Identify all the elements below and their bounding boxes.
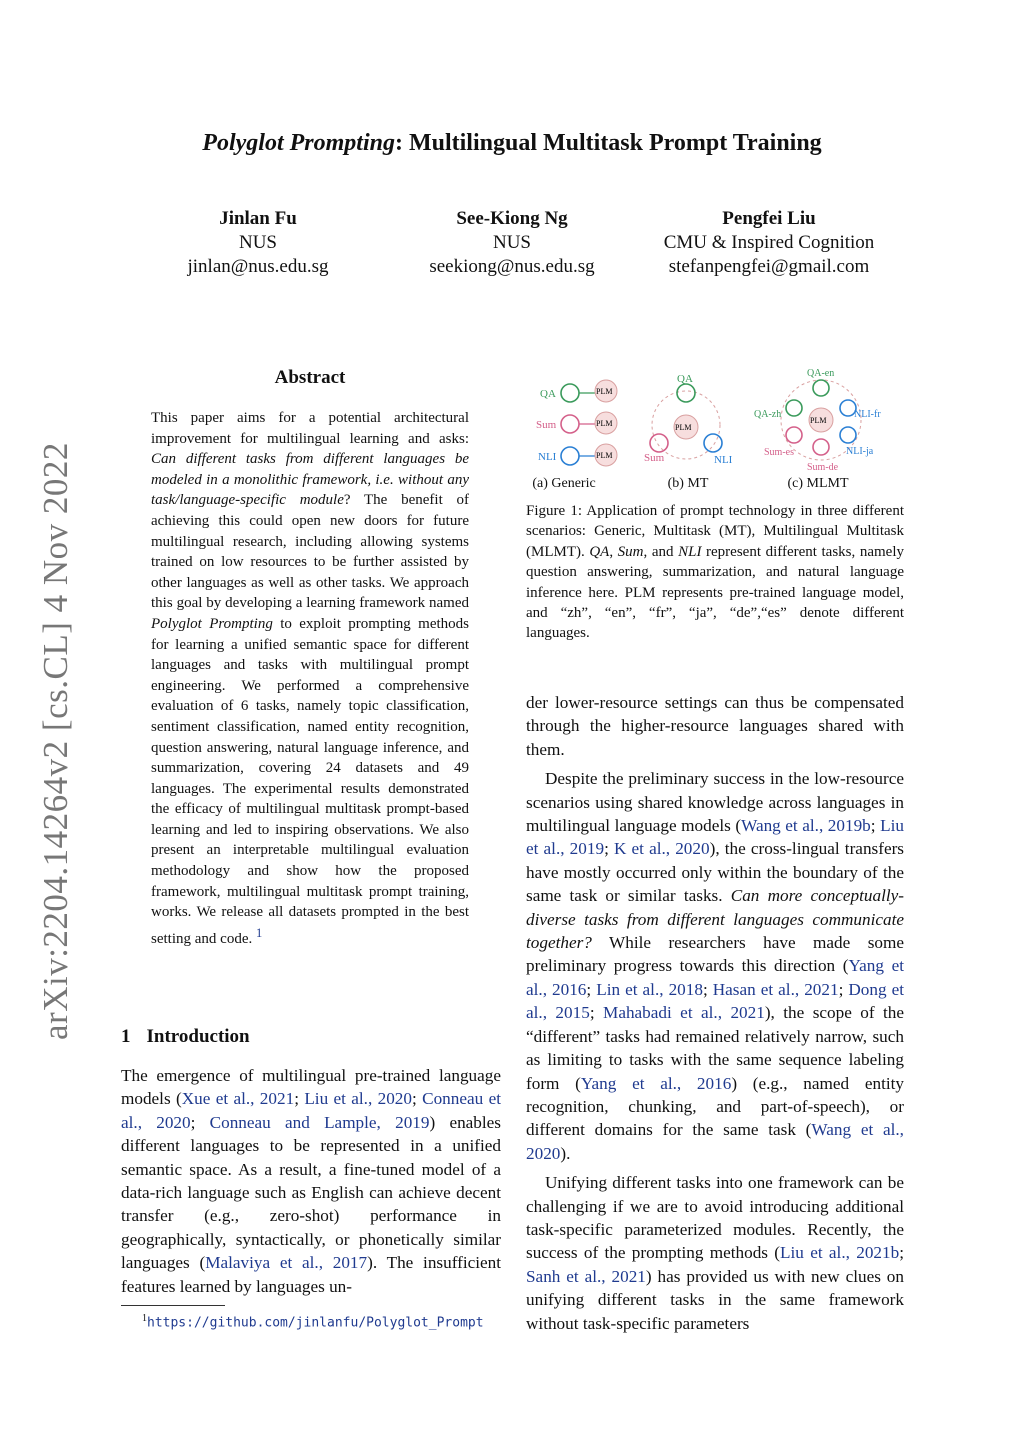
plm-label: PLM (675, 423, 692, 432)
footnote-divider (121, 1305, 225, 1306)
intro-paragraph-3: Unifying different tasks into one framework can be challenging if we are to avoid introducing additional task-specific parameterized modules. Recently, the success of the prompting methods (Liu et al., 2021b; Sanh et al., 2021) has provided us with new clues on unifying different tasks in the same framework without task-specific parameters (526, 1173, 904, 1333)
intro-paragraph-2: Despite the preliminary success in the low-resource scenarios using shared knowledge across languages in multilingual language models (Wang et al., 2019b; Liu et al., 2019; K et al., 2020), the cross-lingual transfers have mostly occurred only within the boundary of the same task or similar tasks. Can more conceptually-diverse tasks from different languages communicate together? While researchers have made some preliminary progress towards this direction (Yang et al., 2016; Lin et al., 2018; Hasan et al., 2021; Dong et al., 2015; Mahabadi et al., 2021), the scope of the “different” tasks had remained relatively narrow, such as limiting to tasks with the same sequence labeling form (Yang et al., 2016) (e.g., named entity recognition, chunking, and part-of-speech), or different domains for the same task (Wang et al., 2020). (526, 769, 905, 1163)
section-heading: 1 Introduction (121, 1026, 250, 1047)
nli-ja-node (840, 427, 856, 443)
plm-label: PLM (810, 416, 827, 425)
citation-link[interactable]: Conneau and Lample, 2019 (209, 1112, 430, 1132)
author-1: Jinlan Fu NUS jinlan@nus.edu.sg (187, 208, 329, 277)
label-qa-en: QA-en (807, 368, 835, 379)
sum-es-node (786, 427, 802, 443)
sum-node (650, 434, 668, 452)
abstract-heading: Abstract (274, 367, 346, 388)
citation-link[interactable]: Dong et al., 2015 (526, 979, 905, 1023)
abstract-body: This paper aims for a potential architectural improvement for multilingual learning and asks: Can different tasks from different languages be modeled in a monolithic framework, i.e. without any task/language-specific module? The benefit of achieving this could open new doors for future multilingual research, including allowing systems trained on low resources to be further assisted by other languages as well as other tasks. We approach this goal by developing a learning framework named Polyglot Prompting to exploit prompting methods for learning a unified semantic space for different languages and tasks with multilingual prompt engineering. We performed a comprehensive evaluation of 6 tasks, namely topic classification, sentiment classification, named entity recognition, question answering, natural language inference, and summarization, covering 24 datasets and 49 languages. The experimental results demonstrated the efficacy of multilingual multitask prompt-based learning and led to inspiring observations. We also present an interpretable multilingual evaluation methodology and show how the proposed framework, multilingual multitask prompt training, works. We release all datasets prompted in the best setting and code. $^1$ (151, 410, 470, 947)
citation-link[interactable]: Liu et al., 2020 (304, 1089, 412, 1109)
plm-label: PLM (596, 387, 613, 396)
footnote-marker[interactable]: 1 (255, 925, 263, 940)
plm-label: PLM (596, 419, 613, 428)
intro-paragraph-1: The emergence of multilingual pre-trained language models (Xue et al., 2021; Liu et al., 2020; Conneau et al., 2020; Conneau and Lample, 2019) enables different languages to be represented in a unified semantic space. As a result, a fine-tuned model of a data-rich language such as English can achieve decent transfer (e.g., zero-shot) performance in geographically, syntactically, or phonetically similar languages (Malaviya et al., 2017). The insufficient features learned by languages un- (121, 1066, 502, 1296)
label-sum-es: Sum-es (764, 447, 794, 458)
figure-1-diagram (526, 363, 904, 475)
author-2: See-Kiong Ng NUS seekiong@nus.edu.sg (429, 208, 595, 277)
citation-link[interactable]: Yang et al., 2016 (580, 1073, 732, 1093)
footnote: $^1$https://github.com/jinlanfu/Polyglot_Prompt (142, 1313, 484, 1331)
citation-link[interactable]: Sanh et al., 2021 (526, 1266, 646, 1286)
citation-link[interactable]: Liu et al., 2019 (526, 816, 904, 859)
citation-link[interactable]: Malaviya et al., 2017 (205, 1253, 368, 1273)
nli-node (704, 434, 722, 452)
sum-node (561, 415, 579, 433)
subcaption-a: (a) Generic (532, 476, 596, 491)
qa-en-node (813, 380, 829, 396)
label-nli: NLI (714, 454, 733, 466)
label-nli: NLI (538, 451, 557, 463)
citation-link[interactable]: Liu et al., 2021b (780, 1243, 900, 1263)
right-column (526, 691, 904, 1341)
author-3: Pengfei Liu CMU & Inspired Cognition stefanpengfei@gmail.com (663, 208, 875, 277)
qa-node (677, 384, 695, 402)
subcaption-c: (c) MLMT (787, 476, 849, 491)
plm-label: PLM (596, 451, 613, 460)
citation-link[interactable]: Lin et al., 2018 (596, 979, 703, 999)
label-qa: QA (677, 373, 693, 385)
citation-link[interactable]: Wang et al., 2020 (526, 1120, 904, 1163)
intro-paragraph-1-continued: der lower-resource settings can thus be compensated through the higher-resource languages shared with them. (526, 693, 904, 759)
paper-title: Polyglot Prompting: Multilingual Multitask Prompt Training (202, 130, 822, 156)
figure-caption: Figure 1: Application of prompt technology in three different scenarios: Generic, Multitask (MT), Multilingual Multitask (MLMT). QA, Sum, and NLI represent different tasks, namely question answering, summarization, and natural language inference here. PLM represents pre-trained language model, and “zh”, “en”, “fr”, “ja”, “de”,“es” denote different languages. (526, 503, 904, 642)
label-sum: Sum (644, 452, 665, 464)
nli-node (561, 447, 579, 465)
label-nli-fr: NLI-fr (854, 409, 881, 420)
label-qa-zh: QA-zh (754, 409, 782, 420)
qa-node (561, 384, 579, 402)
qa-zh-node (786, 400, 802, 416)
footnote-link[interactable]: https://github.com/jinlanfu/Polyglot_Prompt (147, 1315, 484, 1331)
citation-link[interactable]: Mahabadi et al., 2021 (603, 1003, 765, 1023)
sum-de-node (813, 439, 829, 455)
label-qa: QA (540, 388, 556, 400)
label-sum-de: Sum-de (807, 462, 839, 473)
label-sum: Sum (536, 419, 557, 431)
label-nli-ja: NLI-ja (846, 446, 874, 457)
subcaption-b: (b) MT (667, 476, 709, 491)
citation-link[interactable]: Hasan et al., 2021 (712, 979, 839, 999)
citation-link[interactable]: Wang et al., 2019b (741, 816, 871, 836)
arxiv-identifier: arXiv:2204.14264v2 [cs.CL] 4 Nov 2022 (36, 442, 75, 1040)
citation-link[interactable]: K et al., 2020 (613, 839, 710, 859)
citation-link[interactable]: Xue et al., 2021 (181, 1089, 295, 1109)
citation-link[interactable]: Conneau et al., 2020 (121, 1089, 501, 1132)
citation-link[interactable]: Yang et al., 2016 (526, 956, 904, 999)
